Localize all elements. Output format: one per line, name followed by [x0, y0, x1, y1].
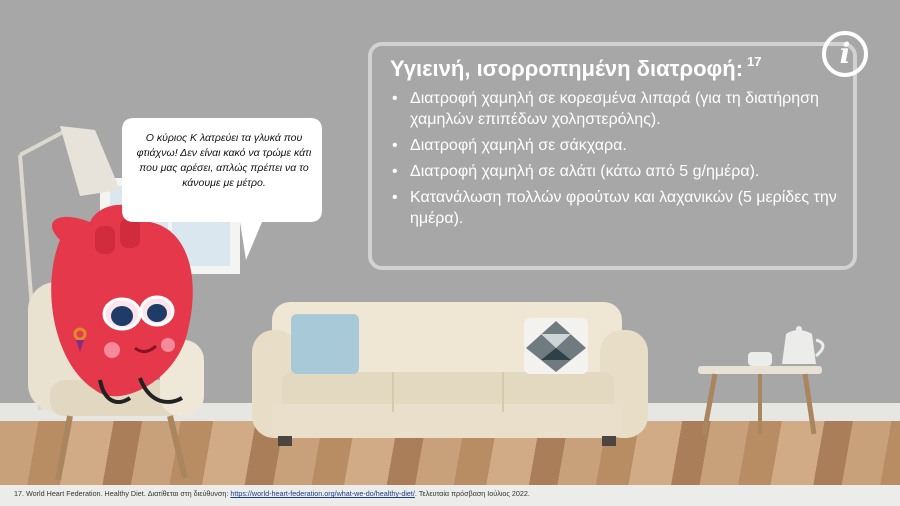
info-title-text: Υγιεινή, ισορροπημένη διατροφή: — [390, 56, 744, 81]
reference-link[interactable] — [230, 489, 415, 498]
list-item: • Διατροφή χαμηλή σε σάκχαρα. — [390, 135, 845, 156]
list-item: • Διατροφή χαμηλή σε αλάτι (κάτω από 5 g/ημέρα). — [390, 161, 845, 182]
reference-superscript: 17 — [747, 54, 762, 69]
speech-bubble-text: Ο κύριος Κ λατρεύει τα γλυκά που φτιάχνω! Δεν είναι κακό να τρώμε κάτι που μας αρέσει, απλώς πρέπει να το κάνουμε με μέτρο. — [136, 132, 312, 189]
reference-link-part-1: https://world-heart-federation.org — [230, 489, 335, 498]
info-icon[interactable]: i — [822, 31, 868, 77]
list-item: • Διατροφή χαμηλή σε κορεσμένα λιπαρά (για τη διατήρηση χαμηλών επιπέδων χοληστερόλης). — [390, 88, 845, 130]
footnote-suffix: . Τελευταία πρόσβαση Ιούλιος 2022. — [414, 489, 530, 498]
sofa — [252, 302, 648, 446]
list-item: • Κατανάλωση πολλών φρούτων και λαχανικών (5 μερίδες την ημέρα). — [390, 187, 845, 229]
footnote-prefix: 17. World Heart Federation. Healthy Diet. Διατίθεται στη διεύθυνση: — [14, 489, 231, 498]
footnote — [14, 489, 530, 498]
info-title — [390, 56, 762, 82]
diet-tips-list — [390, 88, 845, 234]
side-table-with-teapot — [698, 326, 823, 434]
reference-link-part-2: /what-we-do/healthy-diet/ — [334, 489, 415, 498]
